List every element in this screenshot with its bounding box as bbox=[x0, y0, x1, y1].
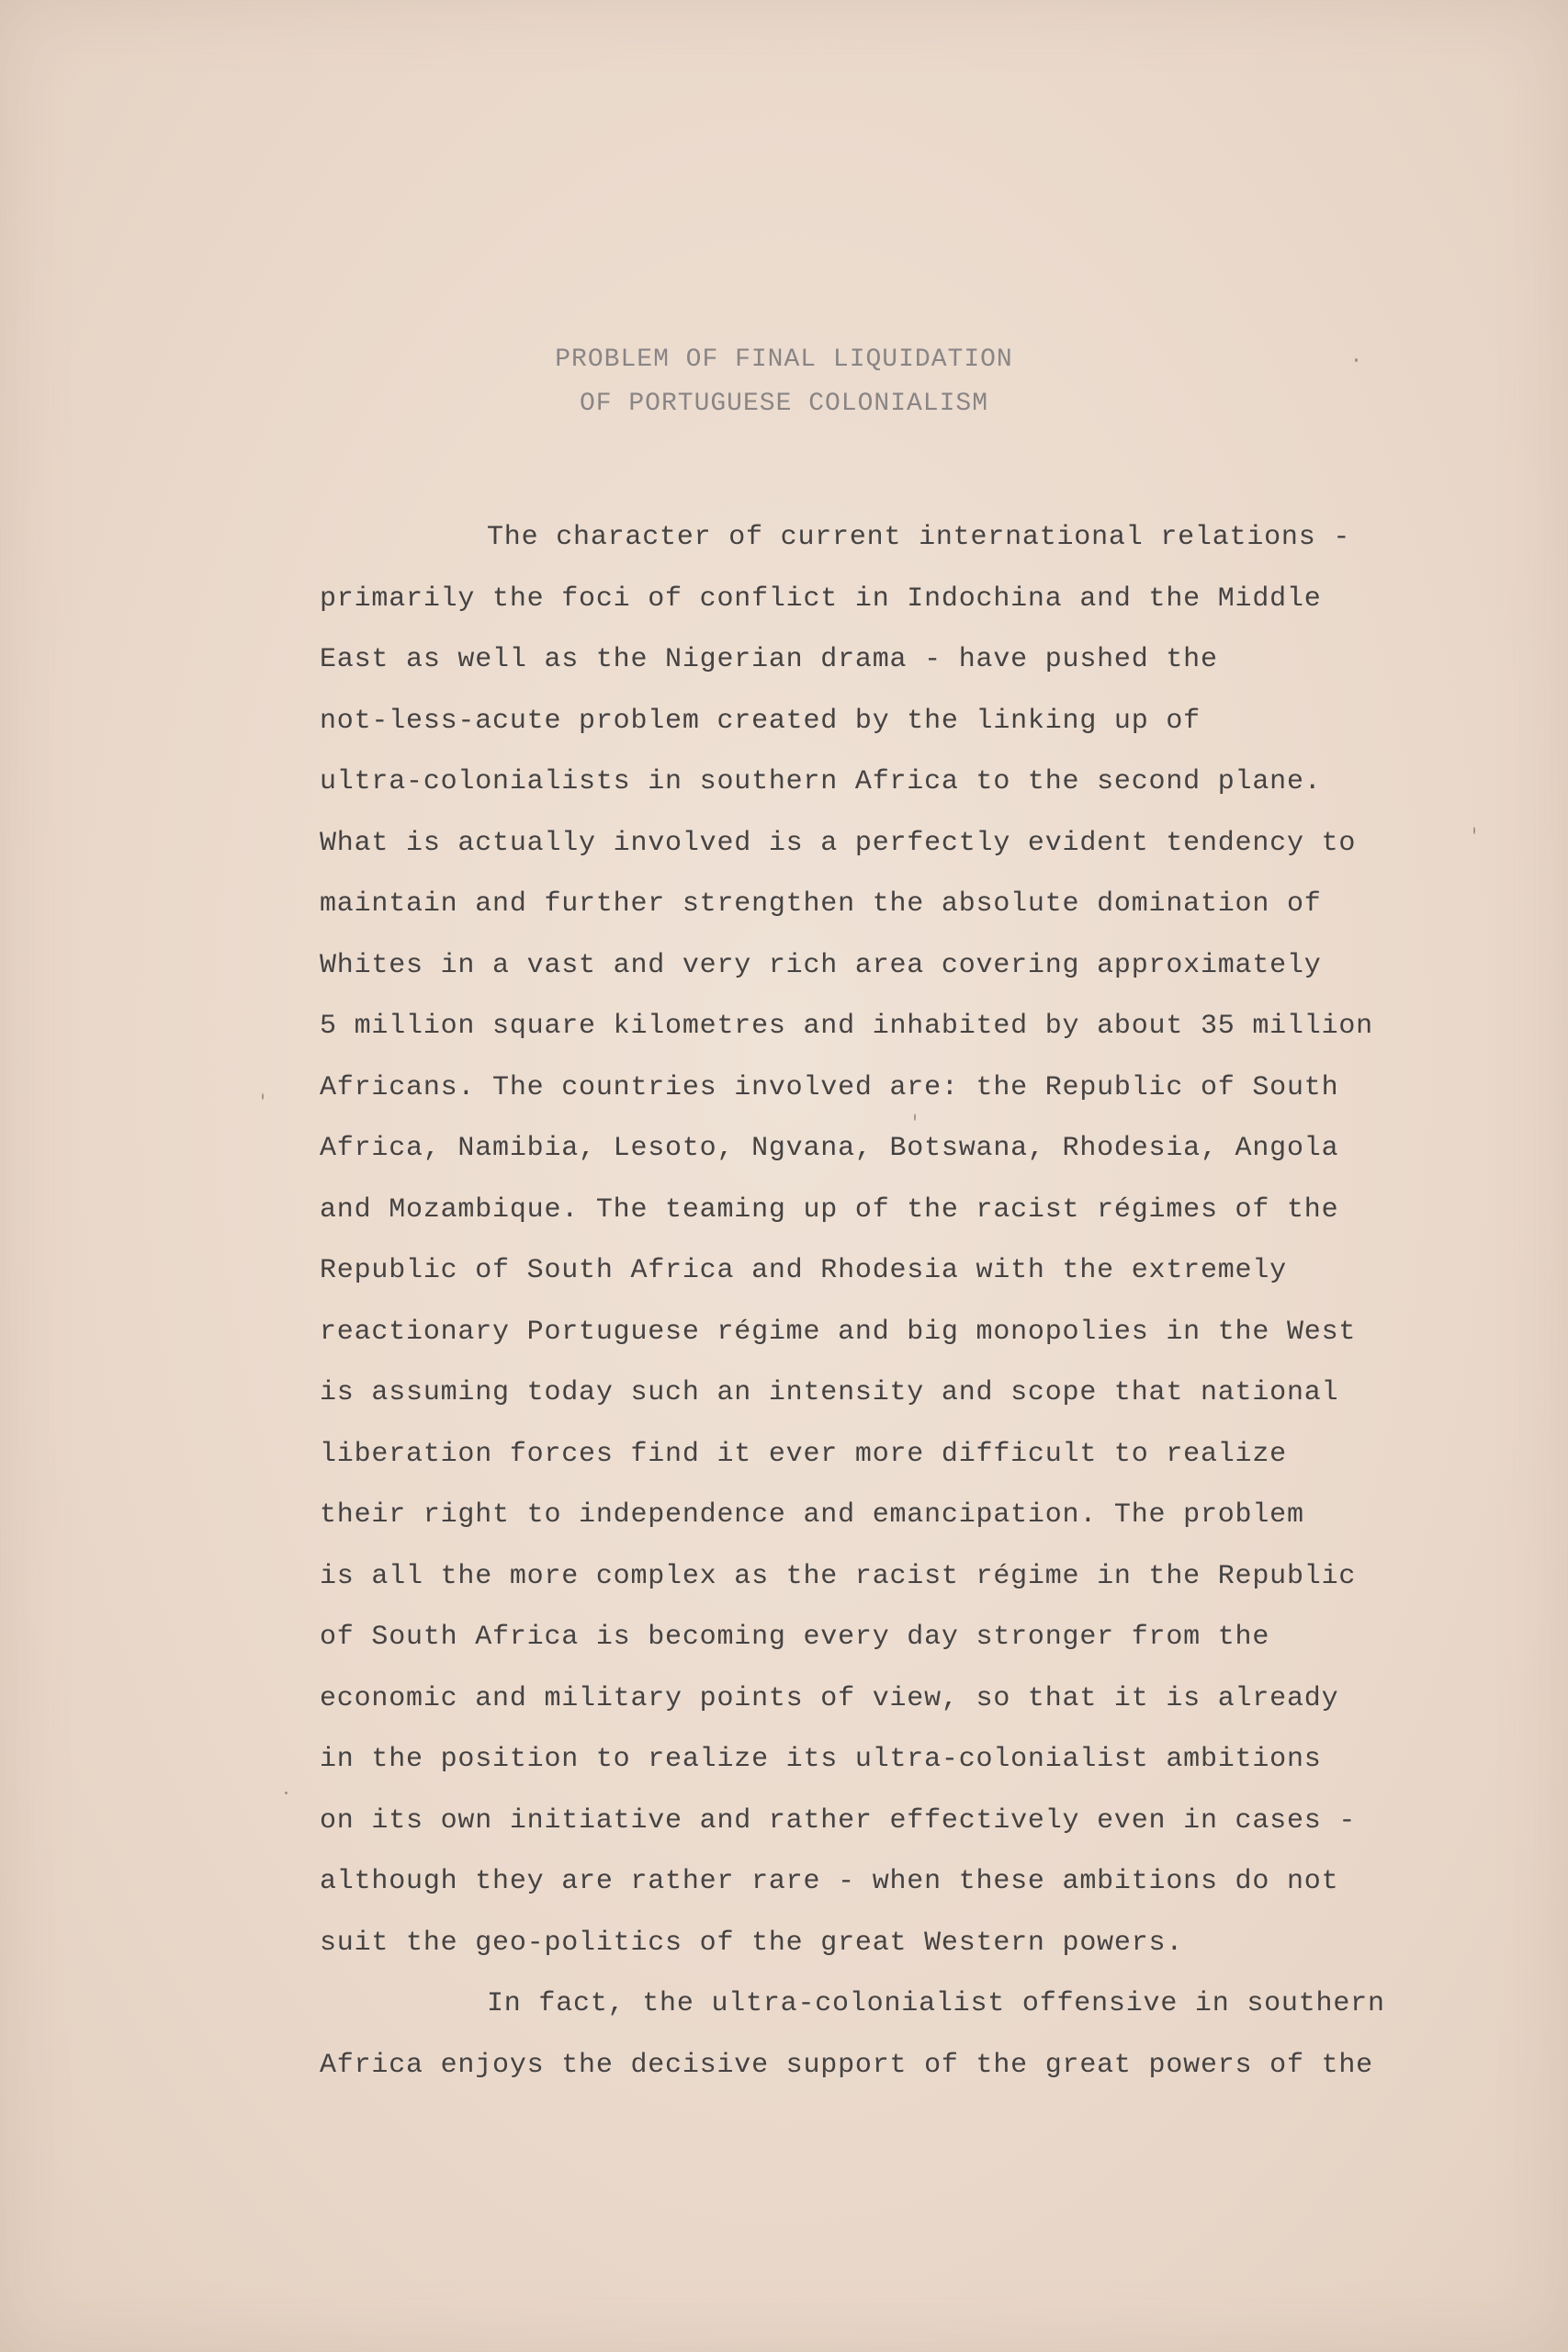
text-line: suit the geo-politics of the great Western powers. bbox=[320, 1927, 1184, 1959]
paper-speck bbox=[1355, 358, 1358, 362]
text-line: Africa, Namibia, Lesoto, Ngvana, Botswana, Rhodesia, Angola bbox=[320, 1133, 1339, 1164]
text-line: liberation forces find it ever more difficult to realize bbox=[320, 1438, 1287, 1470]
paragraph-1-line-1: The character of current international relations - bbox=[487, 522, 1351, 553]
text-line: not-less-acute problem created by the linking up of bbox=[320, 705, 1201, 737]
text-line: Whites in a vast and very rich area covering approximately bbox=[320, 949, 1322, 981]
text-line: of South Africa is becoming every day stronger from the bbox=[320, 1622, 1270, 1653]
text-line: although they are rather rare - when these ambitions do not bbox=[320, 1866, 1339, 1897]
text-line: is assuming today such an intensity and scope that national bbox=[320, 1377, 1339, 1408]
text-line: 5 million square kilometres and inhabited by about 35 million bbox=[320, 1011, 1373, 1042]
title-line-1: PROBLEM OF FINAL LIQUIDATION bbox=[555, 345, 1013, 374]
text-line: economic and military points of view, so that it is already bbox=[320, 1682, 1339, 1714]
paper-speck bbox=[914, 1114, 916, 1121]
title-line-2: OF PORTUGUESE COLONIALISM bbox=[579, 390, 989, 418]
text-line: is all the more complex as the racist régime in the Republic bbox=[320, 1560, 1357, 1592]
text-line: Africans. The countries involved are: the Republic of South bbox=[320, 1071, 1339, 1103]
paragraph-2-line-1: In fact, the ultra-colonialist offensive in southern bbox=[487, 1988, 1385, 2019]
text-line: ultra-colonialists in southern Africa to the second plane. bbox=[320, 766, 1322, 797]
document-title bbox=[0, 338, 1568, 426]
text-line: on its own initiative and rather effectively even in cases - bbox=[320, 1804, 1357, 1837]
text-line: and Mozambique. The teaming up of the racist régimes of the bbox=[320, 1193, 1339, 1226]
paper-speck bbox=[285, 1792, 288, 1794]
text-line: primarily the foci of conflict in Indochina and the Middle bbox=[320, 582, 1322, 615]
text-line: their right to independence and emancipation. The problem bbox=[320, 1499, 1304, 1531]
text-line: in the position to realize its ultra-colonialist ambitions bbox=[320, 1744, 1322, 1775]
paper-speck bbox=[1473, 827, 1475, 834]
text-line: East as well as the Nigerian drama - have pushed the bbox=[320, 644, 1218, 675]
paper-speck bbox=[262, 1093, 264, 1100]
body-text bbox=[320, 507, 1468, 2096]
text-line: Africa enjoys the decisive support of the great powers of the bbox=[320, 2049, 1373, 2081]
text-line: maintain and further strengthen the absolute domination of bbox=[320, 888, 1322, 920]
text-line: What is actually involved is a perfectly evident tendency to bbox=[320, 827, 1357, 859]
text-line: Republic of South Africa and Rhodesia with the extremely bbox=[320, 1255, 1287, 1286]
text-line: reactionary Portuguese régime and big monopolies in the West bbox=[320, 1316, 1357, 1348]
